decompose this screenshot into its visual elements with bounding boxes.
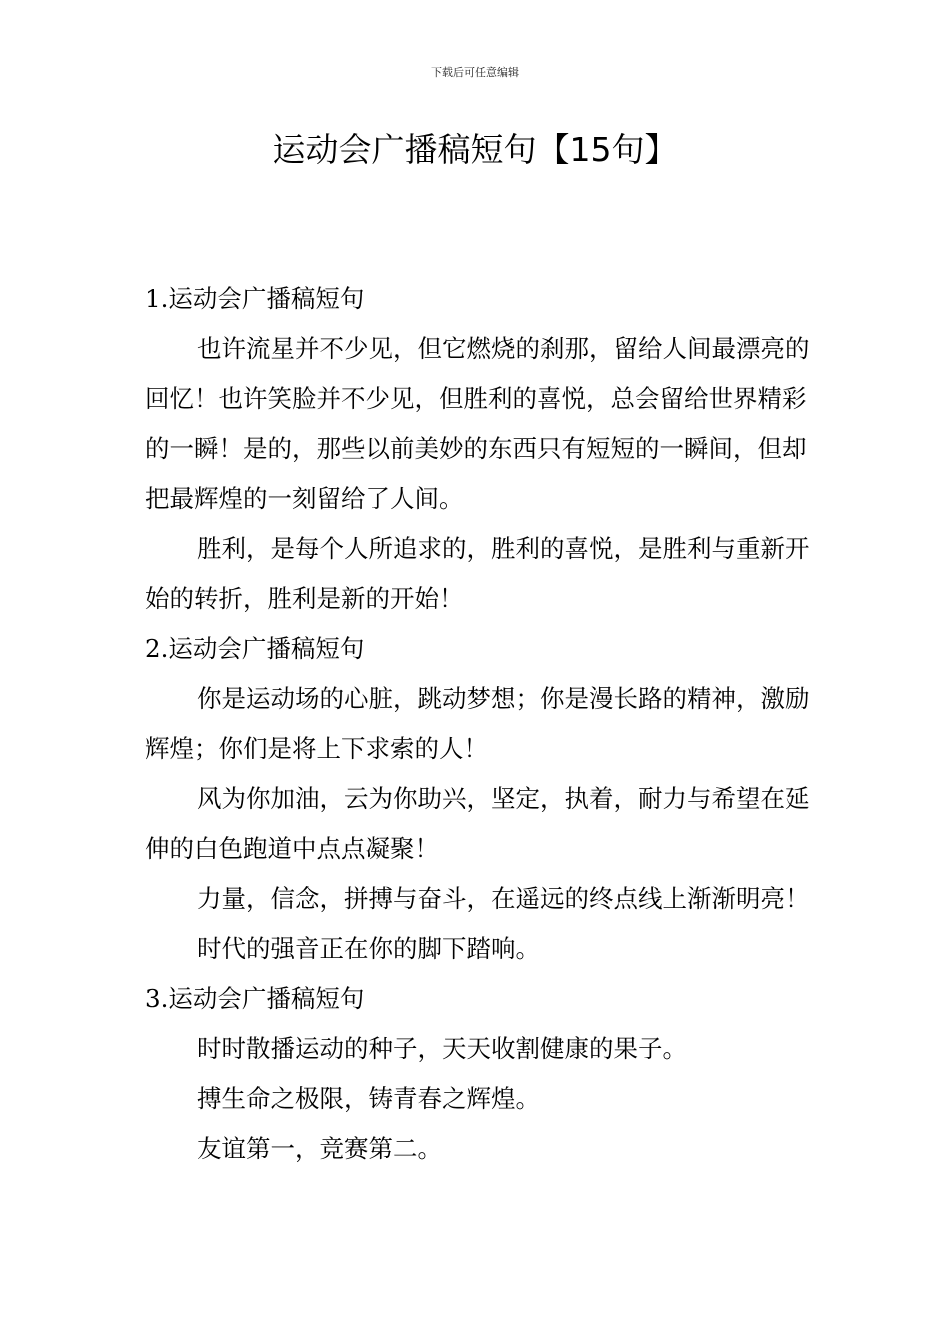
paragraph: 也许流星并不少见，但它燃烧的刹那，留给人间最漂亮的回忆！也许笑脸并不少见，但胜利的喜悦，总会留给世界精彩的一瞬！是的，那些以前美妙的东西只有短短的一瞬间，但却把最辉煌的一刻留给了人间。 [145, 334, 810, 513]
paragraph: 时时散播运动的种子，天天收割健康的果子。 [197, 1034, 687, 1063]
section-heading: 2.运动会广播稿短句 [145, 634, 365, 663]
document-body [145, 274, 810, 1174]
page-title: 运动会广播稿短句【15句】 [272, 130, 678, 169]
paragraph: 搏生命之极限，铸青春之辉煌。 [197, 1084, 540, 1113]
paragraph: 时代的强音正在你的脚下踏响。 [197, 934, 540, 963]
section-heading: 1.运动会广播稿短句 [145, 284, 365, 313]
paragraph: 友谊第一，竞赛第二。 [197, 1134, 442, 1163]
paragraph: 胜利，是每个人所追求的，胜利的喜悦，是胜利与重新开始的转折，胜利是新的开始！ [145, 534, 810, 613]
section-heading: 3.运动会广播稿短句 [145, 984, 365, 1013]
paragraph: 你是运动场的心脏，跳动梦想；你是漫长路的精神，激励辉煌；你们是将上下求索的人！ [145, 684, 810, 763]
paragraph: 力量，信念，拼搏与奋斗，在遥远的终点线上渐渐明亮！ [197, 884, 810, 913]
paragraph: 风为你加油，云为你助兴，坚定，执着，耐力与希望在延伸的白色跑道中点点凝聚！ [145, 784, 810, 863]
header-note: 下载后可任意编辑 [431, 66, 519, 79]
